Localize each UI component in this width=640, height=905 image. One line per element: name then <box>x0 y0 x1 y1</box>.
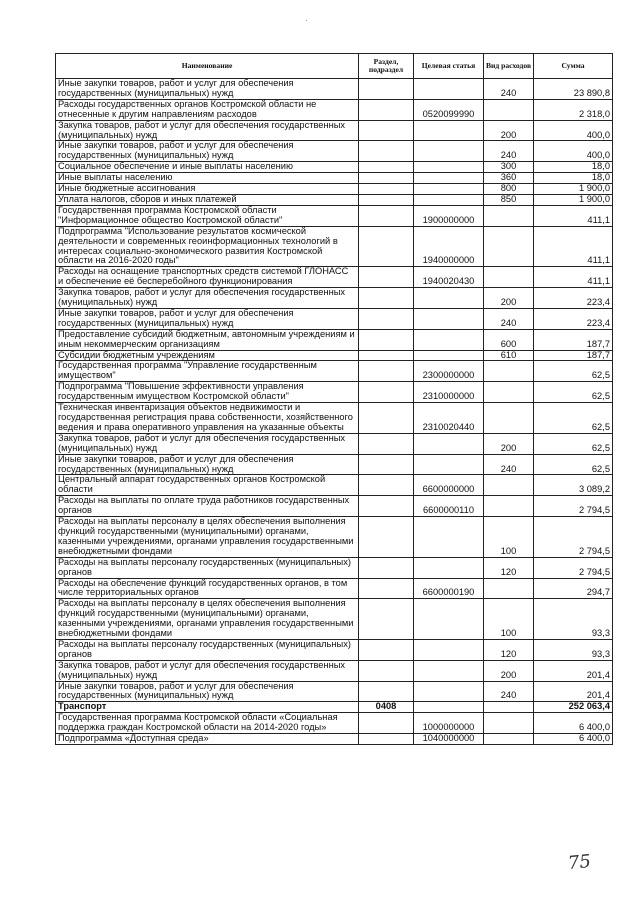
table-row <box>56 433 613 454</box>
cell-article <box>414 350 484 361</box>
cell-sum: 93,3 <box>534 599 613 640</box>
cell-section <box>359 308 414 329</box>
header-sum: Сумма <box>534 54 613 79</box>
cell-section <box>359 120 414 141</box>
table-row <box>56 329 613 350</box>
cell-section <box>359 713 414 734</box>
cell-sum: 1 900,0 <box>534 184 613 195</box>
cell-article: 6600000110 <box>414 496 484 517</box>
table-row <box>56 475 613 496</box>
cell-name: Расходы на обеспечение функций государственных органов, в том числе территориальных органов <box>56 578 359 599</box>
header-name: Наименование <box>56 54 359 79</box>
table-row <box>56 79 613 100</box>
cell-article: 2310020440 <box>414 403 484 434</box>
cell-section <box>359 267 414 288</box>
cell-expense <box>484 475 534 496</box>
cell-sum: 252 063,4 <box>534 702 613 713</box>
cell-expense: 240 <box>484 79 534 100</box>
cell-section <box>359 288 414 309</box>
cell-expense: 100 <box>484 599 534 640</box>
cell-sum: 3 089,2 <box>534 475 613 496</box>
table-row <box>56 454 613 475</box>
cell-name: Иные закупки товаров, работ и услуг для обеспечения государственных (муниципальных) нужд <box>56 454 359 475</box>
cell-expense: 240 <box>484 454 534 475</box>
cell-name: Социальное обеспечение и иные выплаты населению <box>56 162 359 173</box>
table-row <box>56 734 613 745</box>
cell-section <box>359 141 414 162</box>
cell-article <box>414 702 484 713</box>
cell-article: 2310000000 <box>414 382 484 403</box>
cell-article: 1000000000 <box>414 713 484 734</box>
cell-article: 1900000000 <box>414 205 484 226</box>
table-row <box>56 517 613 558</box>
cell-expense <box>484 205 534 226</box>
cell-name: Транспорт <box>56 702 359 713</box>
cell-article <box>414 639 484 660</box>
cell-sum: 411,1 <box>534 267 613 288</box>
table-row <box>56 162 613 173</box>
table-row <box>56 308 613 329</box>
cell-sum: 411,1 <box>534 205 613 226</box>
cell-section <box>359 361 414 382</box>
cell-expense <box>484 382 534 403</box>
cell-name: Расходы на оснащение транспортных средств системой ГЛОНАСС и обеспечение её бесперебойного функционирования <box>56 267 359 288</box>
cell-expense: 850 <box>484 194 534 205</box>
cell-article <box>414 517 484 558</box>
cell-sum: 62,5 <box>534 361 613 382</box>
cell-name: Иные закупки товаров, работ и услуг для обеспечения государственных (муниципальных) нужд <box>56 308 359 329</box>
cell-name: Расходы на выплаты персоналу государственных (муниципальных) органов <box>56 639 359 660</box>
table-row <box>56 557 613 578</box>
cell-section <box>359 475 414 496</box>
cell-expense: 200 <box>484 288 534 309</box>
cell-expense: 240 <box>484 308 534 329</box>
cell-name: Предоставление субсидий бюджетным, автономным учреждениям и иным некоммерческим организациям <box>56 329 359 350</box>
cell-expense: 300 <box>484 162 534 173</box>
cell-section <box>359 557 414 578</box>
cell-article: 1940000000 <box>414 226 484 267</box>
cell-article <box>414 433 484 454</box>
cell-expense <box>484 578 534 599</box>
cell-sum: 201,4 <box>534 660 613 681</box>
cell-section <box>359 382 414 403</box>
cell-section <box>359 162 414 173</box>
cell-section <box>359 660 414 681</box>
table-row <box>56 350 613 361</box>
cell-section <box>359 350 414 361</box>
cell-expense: 200 <box>484 433 534 454</box>
cell-article <box>414 329 484 350</box>
cell-section <box>359 517 414 558</box>
cell-name: Иные бюджетные ассигнования <box>56 184 359 195</box>
header-article: Целевая статья <box>414 54 484 79</box>
scan-speck <box>306 20 307 21</box>
cell-section <box>359 99 414 120</box>
cell-name: Закупка товаров, работ и услуг для обеспечения государственных (муниципальных) нужд <box>56 120 359 141</box>
cell-name: Закупка товаров, работ и услуг для обеспечения государственных (муниципальных) нужд <box>56 288 359 309</box>
cell-article <box>414 308 484 329</box>
cell-expense <box>484 702 534 713</box>
cell-article <box>414 120 484 141</box>
table-row <box>56 267 613 288</box>
cell-section <box>359 433 414 454</box>
cell-expense <box>484 713 534 734</box>
table-body <box>56 79 613 745</box>
cell-section <box>359 454 414 475</box>
cell-name: Расходы на выплаты по оплате труда работников государственных органов <box>56 496 359 517</box>
cell-article <box>414 557 484 578</box>
cell-name: Закупка товаров, работ и услуг для обеспечения государственных (муниципальных) нужд <box>56 660 359 681</box>
cell-name: Государственная программа "Управление государственным имуществом" <box>56 361 359 382</box>
table-row <box>56 382 613 403</box>
table-row <box>56 194 613 205</box>
cell-article: 0520099990 <box>414 99 484 120</box>
budget-table <box>55 53 613 745</box>
cell-article: 2300000000 <box>414 361 484 382</box>
cell-sum: 411,1 <box>534 226 613 267</box>
cell-name: Расходы государственных органов Костромской области не отнесенные к другим направлениям расходов <box>56 99 359 120</box>
table-row <box>56 120 613 141</box>
cell-sum: 93,3 <box>534 639 613 660</box>
cell-name: Закупка товаров, работ и услуг для обеспечения государственных (муниципальных) нужд <box>56 433 359 454</box>
cell-article <box>414 660 484 681</box>
cell-article <box>414 194 484 205</box>
cell-expense: 600 <box>484 329 534 350</box>
table-row <box>56 599 613 640</box>
cell-sum: 400,0 <box>534 120 613 141</box>
cell-section <box>359 734 414 745</box>
cell-expense: 800 <box>484 184 534 195</box>
cell-expense: 610 <box>484 350 534 361</box>
cell-section <box>359 496 414 517</box>
cell-name: Расходы на выплаты персоналу государственных (муниципальных) органов <box>56 557 359 578</box>
cell-sum: 23 890,8 <box>534 79 613 100</box>
table-row <box>56 184 613 195</box>
cell-article <box>414 454 484 475</box>
cell-name: Подпрограмма "Повышение эффективности управления государственным имуществом Костромской области" <box>56 382 359 403</box>
cell-section <box>359 403 414 434</box>
cell-section <box>359 184 414 195</box>
cell-section <box>359 173 414 184</box>
cell-name: Техническая инвентаризация объектов недвижимости и государственная регистрация права собственности, хозяйственного ведения и права оперативного управления на указанные объекты <box>56 403 359 434</box>
cell-name: Государственная программа Костромской области "Информационное общество Костромской области" <box>56 205 359 226</box>
cell-sum: 62,5 <box>534 454 613 475</box>
cell-expense <box>484 267 534 288</box>
table-row <box>56 660 613 681</box>
table-row <box>56 173 613 184</box>
cell-expense <box>484 734 534 745</box>
table-row <box>56 681 613 702</box>
table-row <box>56 403 613 434</box>
cell-article: 6600000000 <box>414 475 484 496</box>
table-row <box>56 99 613 120</box>
cell-name: Государственная программа Костромской области «Социальная поддержка граждан Костромской области на 2014-2020 годы» <box>56 713 359 734</box>
table-row <box>56 702 613 713</box>
header-expense: Вид расходов <box>484 54 534 79</box>
cell-name: Субсидии бюджетным учреждениям <box>56 350 359 361</box>
cell-section <box>359 599 414 640</box>
cell-sum: 400,0 <box>534 141 613 162</box>
header-section: Раздел, подраздел <box>359 54 414 79</box>
cell-expense: 240 <box>484 681 534 702</box>
cell-article <box>414 173 484 184</box>
cell-expense <box>484 99 534 120</box>
cell-section <box>359 578 414 599</box>
cell-name: Уплата налогов, сборов и иных платежей <box>56 194 359 205</box>
cell-expense: 200 <box>484 120 534 141</box>
cell-article <box>414 162 484 173</box>
cell-article <box>414 681 484 702</box>
cell-expense <box>484 361 534 382</box>
cell-expense <box>484 226 534 267</box>
cell-article <box>414 141 484 162</box>
table-row <box>56 288 613 309</box>
cell-name: Расходы на выплаты персоналу в целях обеспечения выполнения функций государственными (муниципальными) органами, казенными учреждениями, органами управления государственными внебюджетными фондами <box>56 517 359 558</box>
cell-article <box>414 288 484 309</box>
cell-sum: 62,5 <box>534 382 613 403</box>
cell-sum: 187,7 <box>534 350 613 361</box>
cell-sum: 62,5 <box>534 403 613 434</box>
table-row <box>56 361 613 382</box>
cell-expense: 200 <box>484 660 534 681</box>
cell-article <box>414 79 484 100</box>
cell-name: Расходы на выплаты персоналу в целях обеспечения выполнения функций государственными (муниципальными) органами, казенными учреждениями, органами управления государственными внебюджетными фондами <box>56 599 359 640</box>
cell-article: 1040000000 <box>414 734 484 745</box>
cell-sum: 1 900,0 <box>534 194 613 205</box>
cell-article: 1940020430 <box>414 267 484 288</box>
cell-sum: 6 400,0 <box>534 734 613 745</box>
cell-sum: 223,4 <box>534 308 613 329</box>
page-number: 75 <box>566 850 592 875</box>
cell-section <box>359 329 414 350</box>
cell-section: 0408 <box>359 702 414 713</box>
cell-expense: 120 <box>484 639 534 660</box>
cell-expense: 120 <box>484 557 534 578</box>
cell-sum: 223,4 <box>534 288 613 309</box>
cell-sum: 62,5 <box>534 433 613 454</box>
table-row <box>56 713 613 734</box>
cell-sum: 18,0 <box>534 173 613 184</box>
table-row <box>56 141 613 162</box>
cell-section <box>359 639 414 660</box>
cell-sum: 201,4 <box>534 681 613 702</box>
cell-expense: 360 <box>484 173 534 184</box>
cell-name: Иные закупки товаров, работ и услуг для обеспечения государственных (муниципальных) нужд <box>56 79 359 100</box>
table-header-row <box>56 54 613 79</box>
cell-sum: 2 318,0 <box>534 99 613 120</box>
cell-sum: 2 794,5 <box>534 517 613 558</box>
cell-name: Центральный аппарат государственных органов Костромской области <box>56 475 359 496</box>
cell-section <box>359 205 414 226</box>
table-row <box>56 226 613 267</box>
table-row <box>56 205 613 226</box>
cell-expense: 240 <box>484 141 534 162</box>
table-row <box>56 496 613 517</box>
cell-sum: 2 794,5 <box>534 496 613 517</box>
cell-section <box>359 226 414 267</box>
table-row <box>56 578 613 599</box>
cell-article: 6600000190 <box>414 578 484 599</box>
cell-expense: 100 <box>484 517 534 558</box>
cell-article <box>414 184 484 195</box>
cell-name: Подпрограмма «Доступная среда» <box>56 734 359 745</box>
cell-sum: 6 400,0 <box>534 713 613 734</box>
cell-expense <box>484 403 534 434</box>
cell-sum: 18,0 <box>534 162 613 173</box>
cell-section <box>359 79 414 100</box>
cell-name: Иные выплаты населению <box>56 173 359 184</box>
cell-sum: 294,7 <box>534 578 613 599</box>
cell-article <box>414 599 484 640</box>
cell-section <box>359 194 414 205</box>
cell-name: Иные закупки товаров, работ и услуг для обеспечения государственных (муниципальных) нужд <box>56 141 359 162</box>
cell-expense <box>484 496 534 517</box>
cell-sum: 2 794,5 <box>534 557 613 578</box>
cell-section <box>359 681 414 702</box>
cell-sum: 187,7 <box>534 329 613 350</box>
cell-name: Подпрограмма "Использование результатов космической деятельности и современных геоинформационных технологий в интересах социально-экономического развития Костромской области на 2016-2020 годы" <box>56 226 359 267</box>
table-row <box>56 639 613 660</box>
cell-name: Иные закупки товаров, работ и услуг для обеспечения государственных (муниципальных) нужд <box>56 681 359 702</box>
